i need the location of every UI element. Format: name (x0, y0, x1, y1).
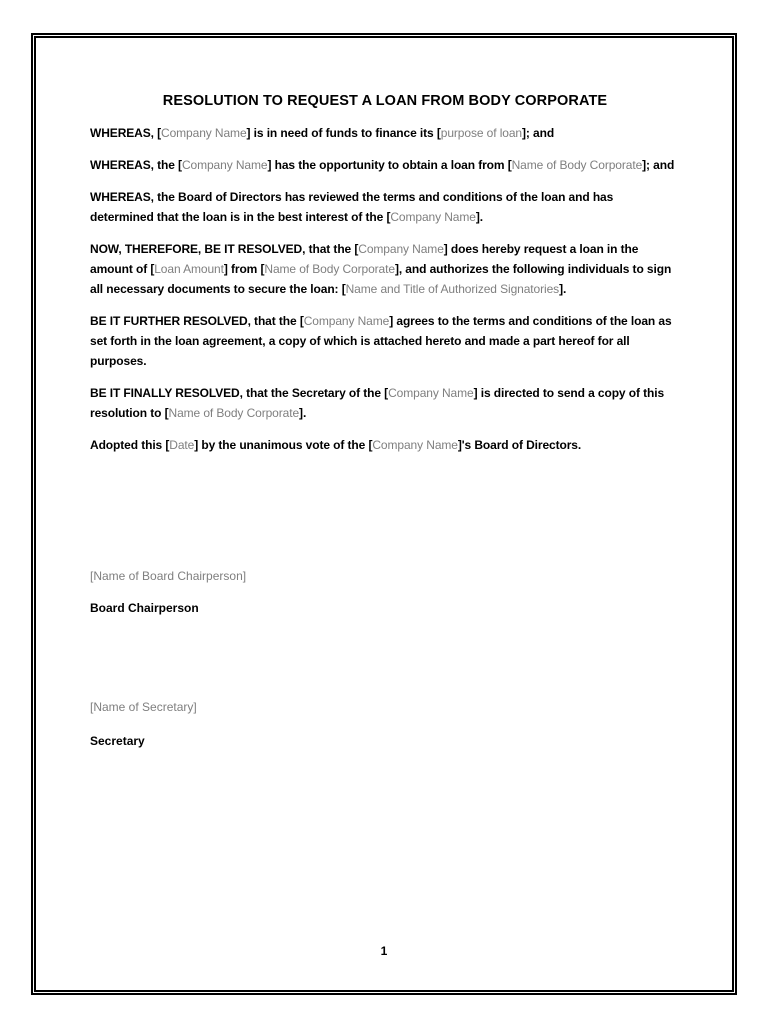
chair-name-placeholder: [Name of Board Chairperson] (90, 569, 247, 583)
placeholder-text: Company Name (388, 386, 474, 400)
chair-role-label: Board Chairperson (90, 601, 199, 615)
placeholder-text: Name and Title of Authorized Signatories (345, 282, 560, 296)
placeholder-text: Company Name (358, 242, 444, 256)
placeholder-text: Name of Body Corporate (168, 406, 300, 420)
paragraph-text: ]; and (521, 126, 555, 140)
paragraph-text: ]'s Board of Directors. (457, 438, 582, 452)
resolution-paragraphs (90, 123, 680, 455)
paragraph-text: ] by the unanimous vote of the [ (194, 438, 373, 452)
paragraph-text: ], and authorizes the following individuals to sign all necessary documents to secure the loan: [ (90, 262, 672, 296)
resolution-paragraph (90, 187, 680, 227)
document-body (90, 93, 680, 467)
paragraph-text: BE IT FINALLY RESOLVED, that the Secretary of the [ (90, 386, 389, 400)
placeholder-text: Name of Body Corporate (511, 158, 643, 172)
page-number: 1 (380, 944, 388, 958)
document-title: RESOLUTION TO REQUEST A LOAN FROM BODY CORPORATE (162, 93, 608, 109)
paragraph-text: ] has the opportunity to obtain a loan from [ (267, 158, 512, 172)
paragraph-text: ] from [ (223, 262, 265, 276)
resolution-paragraph (90, 383, 680, 423)
paragraph-text: ] does hereby request a loan in the amount of [ (90, 242, 639, 276)
secretary-role-label: Secretary (90, 734, 145, 748)
resolution-paragraph (90, 155, 680, 175)
placeholder-text: Date (169, 438, 195, 452)
placeholder-text: Company Name (161, 126, 247, 140)
resolution-paragraph (90, 239, 680, 299)
placeholder-text: purpose of loan (440, 126, 522, 140)
placeholder-text: Company Name (372, 438, 458, 452)
placeholder-text: Loan Amount (154, 262, 224, 276)
paragraph-text: ]. (475, 210, 483, 224)
placeholder-text: Name of Body Corporate (264, 262, 395, 276)
paragraph-text: ] agrees to the terms and conditions of the loan as set forth in the loan agreement, a copy of which is attached hereto and made a part hereof for all purposes. (90, 314, 672, 368)
resolution-paragraph (90, 311, 680, 371)
paragraph-text: ]; and (642, 158, 675, 172)
resolution-paragraph (90, 123, 680, 143)
secretary-name-placeholder: [Name of Secretary] (90, 700, 197, 714)
paragraph-text: ]. (559, 282, 567, 296)
paragraph-text: WHEREAS, [ (90, 126, 162, 140)
paragraph-text: NOW, THEREFORE, BE IT RESOLVED, that the [ (90, 242, 359, 256)
paragraph-text: ] is directed to send a copy of this resolution to [ (90, 386, 665, 420)
paragraph-text: WHEREAS, the [ (90, 158, 182, 172)
paragraph-text: ]. (299, 406, 307, 420)
paragraph-text: WHEREAS, the Board of Directors has reviewed the terms and conditions of the loan and has determined that the loan is in the best interest of the [ (90, 190, 614, 224)
placeholder-text: Company Name (181, 158, 268, 172)
paragraph-text: ] is in need of funds to finance its [ (246, 126, 441, 140)
resolution-paragraph (90, 435, 680, 455)
placeholder-text: Company Name (390, 210, 476, 224)
paragraph-text: Adopted this [ (90, 438, 170, 452)
paragraph-text: BE IT FURTHER RESOLVED, that the [ (90, 314, 304, 328)
placeholder-text: Company Name (303, 314, 390, 328)
